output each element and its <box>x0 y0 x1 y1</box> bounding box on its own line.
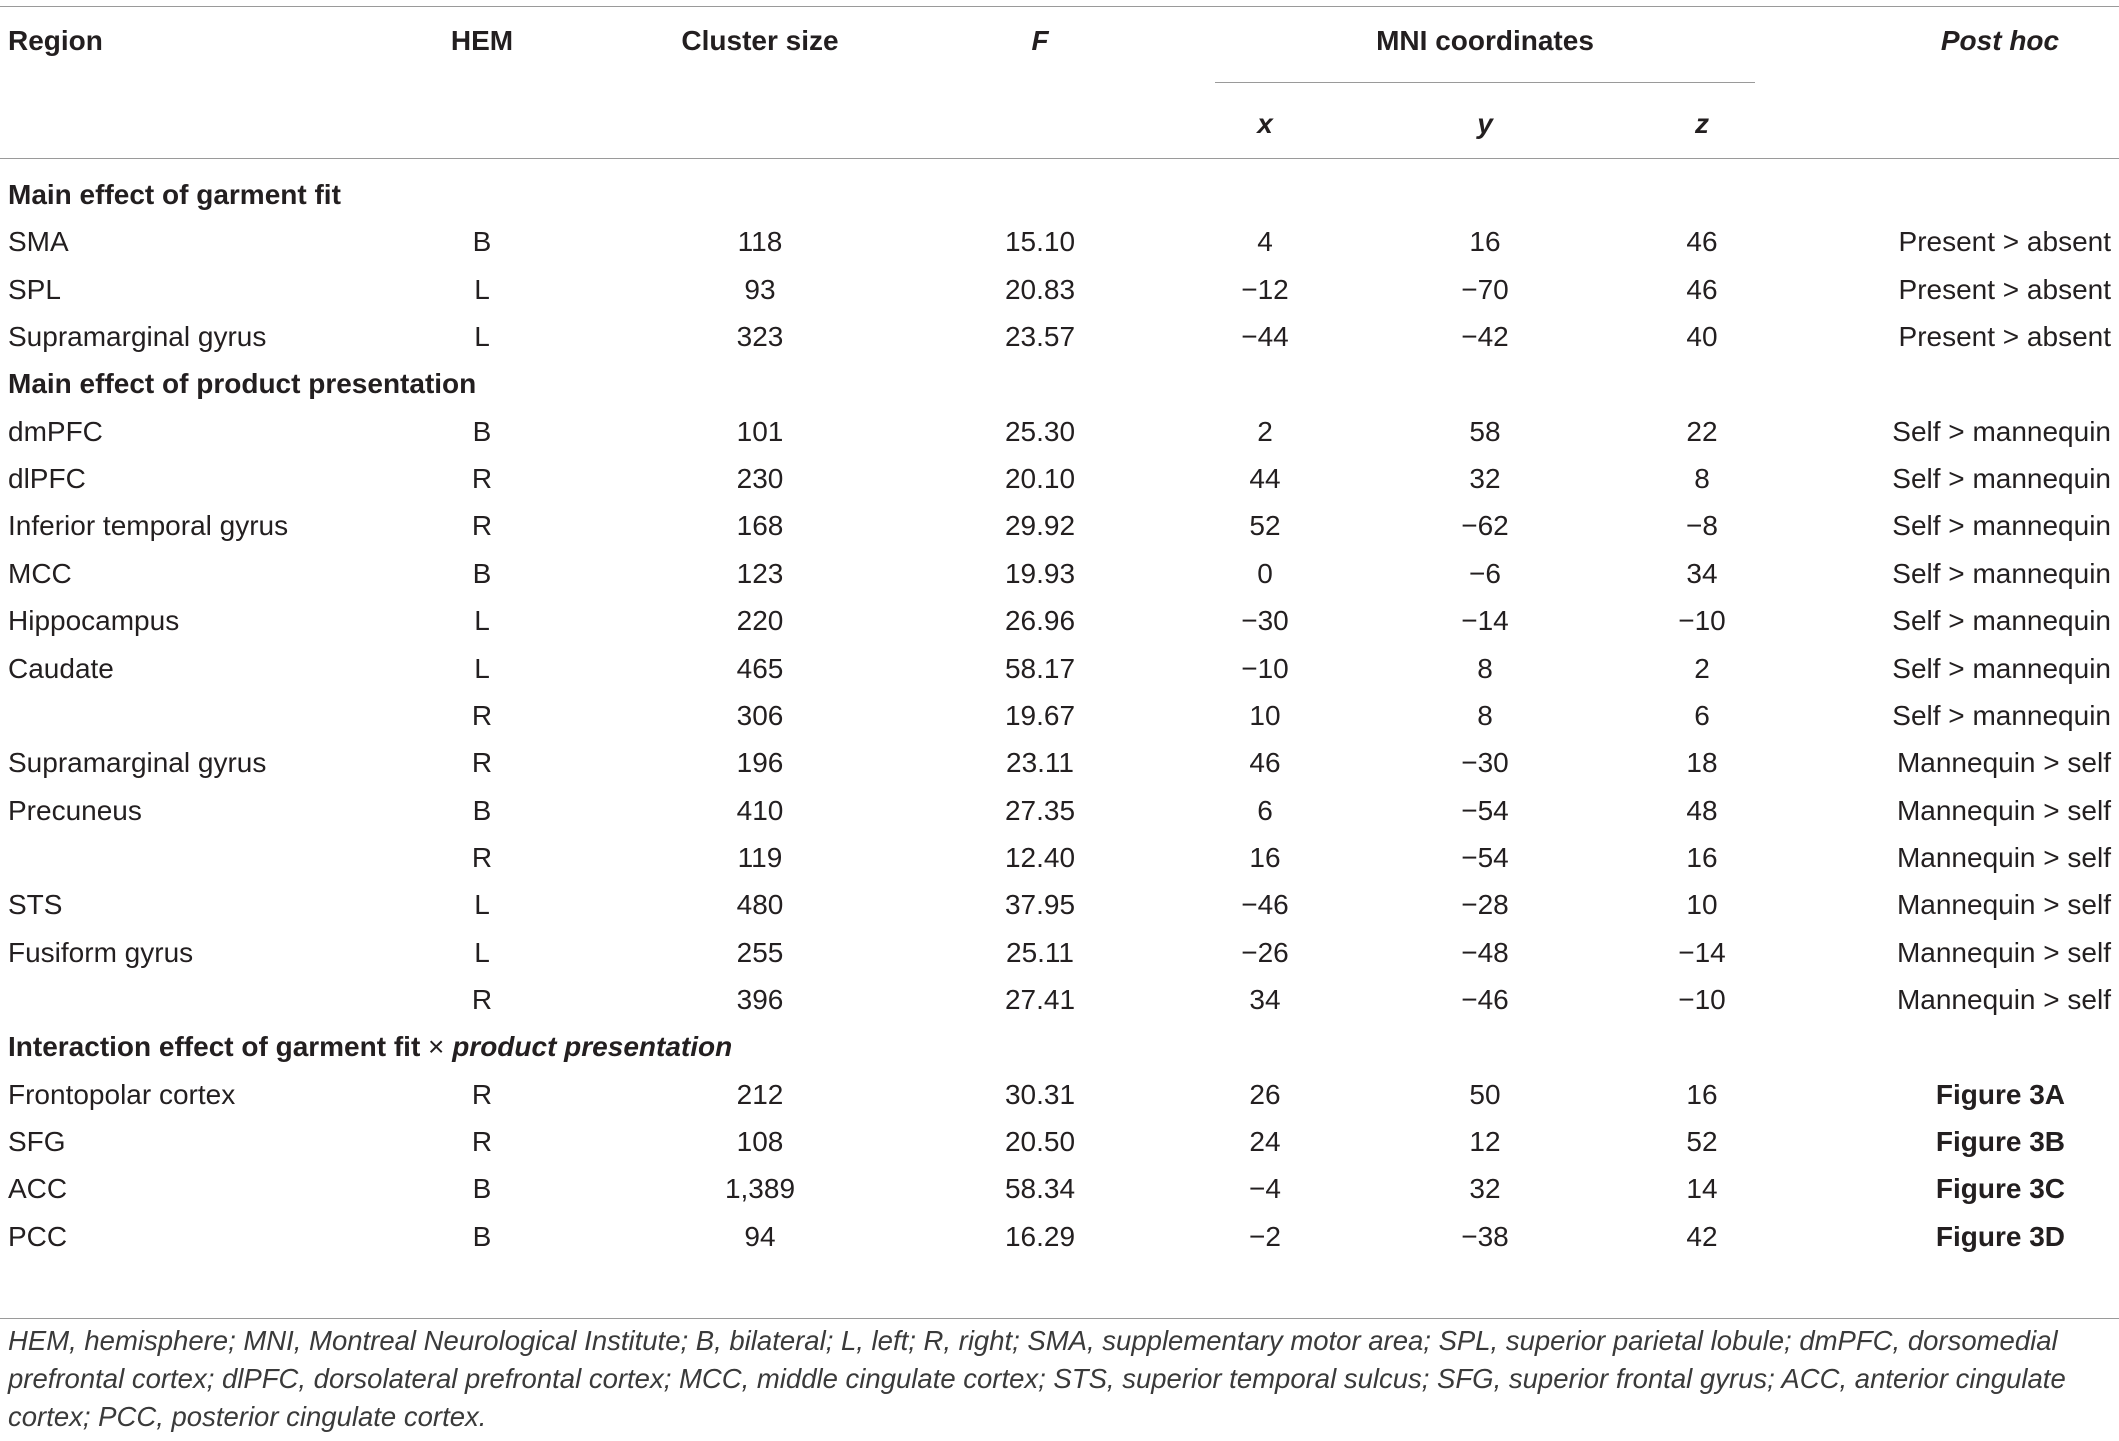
cell-hem: R <box>471 463 493 495</box>
cell-y: 8 <box>1477 652 1493 684</box>
cell-z: 14 <box>1686 1173 1718 1205</box>
cell-y: −42 <box>1461 321 1509 353</box>
cell-x: 4 <box>1257 226 1273 258</box>
cell-cluster-size: 101 <box>736 415 784 447</box>
cell-y: 8 <box>1477 699 1493 731</box>
section-title-times: × <box>420 1031 453 1063</box>
header-region: Region <box>8 25 103 56</box>
cell-x: 44 <box>1249 463 1281 495</box>
table-bottom-rule <box>0 1318 2119 1319</box>
cell-region: ACC <box>8 1173 68 1205</box>
cell-z: 6 <box>1694 699 1710 731</box>
cell-cluster-size: 123 <box>736 557 784 589</box>
cell-x: 16 <box>1249 841 1281 873</box>
cell-x: −46 <box>1241 889 1289 921</box>
cell-y: −14 <box>1461 605 1509 637</box>
cell-f: 19.93 <box>1004 557 1076 589</box>
cell-region: dmPFC <box>8 415 103 447</box>
cell-cluster-size: 168 <box>736 510 784 542</box>
cell-region: Inferior temporal gyrus <box>8 510 289 542</box>
cell-f: 26.96 <box>1004 605 1076 637</box>
cell-f: 20.10 <box>1004 463 1076 495</box>
cell-cluster-size: 396 <box>736 983 784 1015</box>
cell-hem: R <box>471 983 493 1015</box>
cell-z: −14 <box>1678 936 1726 968</box>
cell-y: 58 <box>1469 415 1501 447</box>
cell-hem: B <box>472 794 492 826</box>
header-f: F <box>1031 25 1049 56</box>
header-post-hoc: Post hoc <box>1940 25 2060 56</box>
cell-f: 20.50 <box>1004 1126 1076 1157</box>
cell-hem: B <box>472 226 492 258</box>
header-x: x <box>1257 108 1273 139</box>
cell-f: 27.41 <box>1004 983 1076 1015</box>
cell-hem: R <box>471 1078 493 1110</box>
table-top-rule <box>0 6 2119 7</box>
cell-z: 52 <box>1686 1126 1718 1157</box>
cell-y: −70 <box>1461 273 1509 305</box>
cell-f: 19.67 <box>1004 699 1076 731</box>
cell-z: 22 <box>1686 415 1718 447</box>
cell-x: 26 <box>1249 1078 1281 1110</box>
cell-hem: R <box>471 841 493 873</box>
cell-region: Fusiform gyrus <box>8 936 194 968</box>
cell-x: −10 <box>1241 652 1289 684</box>
cell-post-hoc: Figure 3D <box>1935 1220 2065 1252</box>
header-bottom-rule <box>0 158 2119 159</box>
cell-region: Frontopolar cortex <box>8 1078 236 1110</box>
section-title-italic: product presentation <box>452 1031 733 1063</box>
cell-y: 32 <box>1469 463 1501 495</box>
cell-post-hoc: Present > absent <box>1898 321 2111 353</box>
cell-hem: R <box>471 747 493 779</box>
cell-cluster-size: 465 <box>736 652 784 684</box>
cell-cluster-size: 119 <box>737 841 783 873</box>
mni-subheader-rule <box>1215 82 1755 83</box>
cell-x: 46 <box>1249 747 1281 779</box>
section-title <box>8 1030 732 1064</box>
cell-cluster-size: 94 <box>744 1220 776 1252</box>
cell-region: PCC <box>8 1220 68 1252</box>
cell-f: 23.11 <box>1006 747 1074 779</box>
cell-y: −48 <box>1461 936 1509 968</box>
cell-region: MCC <box>8 557 72 589</box>
cell-post-hoc: Figure 3A <box>1935 1078 2065 1110</box>
cell-z: −8 <box>1686 510 1718 542</box>
cell-cluster-size: 410 <box>736 794 784 826</box>
cell-y: 32 <box>1469 1173 1501 1205</box>
cell-f: 23.57 <box>1004 321 1076 353</box>
cell-y: −46 <box>1461 983 1509 1015</box>
cell-hem: L <box>474 605 490 637</box>
cell-x: 34 <box>1249 983 1281 1015</box>
cell-f: 25.11 <box>1006 936 1074 968</box>
cell-f: 25.30 <box>1004 415 1076 447</box>
cell-hem: R <box>471 1126 493 1157</box>
cell-post-hoc: Mannequin > self <box>1896 936 2111 968</box>
cell-hem: B <box>472 1173 492 1205</box>
cell-z: 46 <box>1686 273 1718 305</box>
cell-z: 46 <box>1686 226 1718 258</box>
cell-z: 34 <box>1686 557 1718 589</box>
cell-cluster-size: 1,389 <box>724 1173 796 1205</box>
cell-region: Precuneus <box>8 794 142 826</box>
cell-z: 10 <box>1686 889 1718 921</box>
cell-hem: B <box>472 415 492 447</box>
cell-post-hoc: Self > mannequin <box>1892 652 2111 684</box>
table-footnote: HEM, hemisphere; MNI, Montreal Neurological Institute; B, bilateral; L, left; R, right; SMA, supplementary motor area; SPL, superior parietal lobule; dmPFC, dorsomedial prefrontal cortex; dlPFC, dorsolateral prefrontal cortex; MCC, middle cingulate cortex; STS, superior temporal sulcus; SFG, superior frontal gyrus; ACC, anterior cingulate cortex; PCC, posterior cingulate cortex. <box>8 1325 2066 1432</box>
cell-hem: L <box>474 273 490 305</box>
cell-region: SPL <box>8 273 61 305</box>
cell-region: SFG <box>8 1126 66 1157</box>
cell-region: Caudate <box>8 652 114 684</box>
header-mni-coordinates: MNI coordinates <box>1376 25 1594 56</box>
cell-hem: L <box>474 652 490 684</box>
cell-z: 40 <box>1686 321 1718 353</box>
cell-cluster-size: 93 <box>744 273 776 305</box>
cell-y: 12 <box>1469 1126 1501 1157</box>
cell-y: −62 <box>1461 510 1509 542</box>
cell-f: 20.83 <box>1004 273 1076 305</box>
cell-post-hoc: Figure 3B <box>1935 1126 2065 1157</box>
cell-x: −4 <box>1249 1173 1281 1205</box>
cell-hem: B <box>472 1220 492 1252</box>
cell-x: −44 <box>1241 321 1289 353</box>
cell-z: 8 <box>1694 463 1710 495</box>
cell-post-hoc: Self > mannequin <box>1892 415 2111 447</box>
header-y: y <box>1477 108 1493 139</box>
cell-x: 24 <box>1249 1126 1281 1157</box>
cell-post-hoc: Mannequin > self <box>1896 747 2111 779</box>
cell-f: 16.29 <box>1004 1220 1076 1252</box>
cell-z: 16 <box>1686 841 1718 873</box>
cell-cluster-size: 196 <box>736 747 784 779</box>
cell-y: −28 <box>1461 889 1509 921</box>
cell-y: 16 <box>1469 226 1501 258</box>
cell-f: 58.34 <box>1004 1173 1076 1205</box>
cell-hem: R <box>471 510 493 542</box>
cell-post-hoc: Mannequin > self <box>1896 983 2111 1015</box>
cell-y: −6 <box>1469 557 1501 589</box>
cell-f: 27.35 <box>1004 794 1076 826</box>
cell-post-hoc: Mannequin > self <box>1896 841 2111 873</box>
cell-x: −26 <box>1241 936 1289 968</box>
cell-post-hoc: Self > mannequin <box>1892 699 2111 731</box>
cell-x: 6 <box>1257 794 1273 826</box>
cell-region: Hippocampus <box>8 605 180 637</box>
section-title: Main effect of product presentation <box>8 368 477 400</box>
cell-f: 29.92 <box>1004 510 1076 542</box>
cell-cluster-size: 212 <box>736 1078 784 1110</box>
cell-cluster-size: 108 <box>736 1126 784 1157</box>
cell-cluster-size: 323 <box>736 321 784 353</box>
cell-z: 48 <box>1686 794 1718 826</box>
cell-y: 50 <box>1469 1078 1501 1110</box>
header-cluster-size: Cluster size <box>681 25 839 56</box>
section-title: Main effect of garment fit <box>8 179 341 210</box>
cell-hem: R <box>471 699 493 731</box>
cell-x: 2 <box>1257 415 1273 447</box>
cell-cluster-size: 306 <box>736 699 784 731</box>
cell-hem: L <box>474 321 490 353</box>
cell-y: −38 <box>1461 1220 1509 1252</box>
cell-region: dlPFC <box>8 463 86 495</box>
cell-z: 2 <box>1694 652 1710 684</box>
cell-y: −30 <box>1461 747 1509 779</box>
cell-z: 18 <box>1686 747 1718 779</box>
cell-cluster-size: 118 <box>737 226 783 258</box>
cell-x: −30 <box>1241 605 1289 637</box>
cell-z: −10 <box>1678 983 1726 1015</box>
cell-post-hoc: Self > mannequin <box>1892 605 2111 637</box>
cell-z: 16 <box>1686 1078 1718 1110</box>
cell-cluster-size: 480 <box>736 889 784 921</box>
cell-post-hoc: Present > absent <box>1898 273 2111 305</box>
cell-f: 37.95 <box>1004 889 1076 921</box>
cell-z: 42 <box>1686 1220 1718 1252</box>
cell-hem: L <box>474 936 490 968</box>
cell-z: −10 <box>1678 605 1726 637</box>
cell-cluster-size: 255 <box>736 936 784 968</box>
cell-y: −54 <box>1461 794 1509 826</box>
cell-cluster-size: 230 <box>736 463 784 495</box>
cell-post-hoc: Figure 3C <box>1935 1173 2065 1205</box>
cell-f: 15.10 <box>1004 226 1076 258</box>
cell-x: 0 <box>1257 557 1273 589</box>
cell-x: −2 <box>1249 1220 1281 1252</box>
cell-post-hoc: Present > absent <box>1898 226 2111 258</box>
header-hem: HEM <box>450 25 514 56</box>
cell-post-hoc: Self > mannequin <box>1892 510 2111 542</box>
cell-post-hoc: Mannequin > self <box>1896 889 2111 921</box>
cell-region: Supramarginal gyrus <box>8 747 267 779</box>
cell-f: 58.17 <box>1004 652 1076 684</box>
cell-post-hoc: Mannequin > self <box>1896 794 2111 826</box>
cell-hem: L <box>474 889 490 921</box>
cell-f: 12.40 <box>1004 841 1076 873</box>
cell-x: −12 <box>1241 273 1289 305</box>
cell-x: 52 <box>1249 510 1281 542</box>
cell-y: −54 <box>1461 841 1509 873</box>
cell-cluster-size: 220 <box>736 605 784 637</box>
cell-region: STS <box>8 889 63 921</box>
section-title-bold: Interaction effect of garment fit <box>8 1031 421 1063</box>
cell-region: Supramarginal gyrus <box>8 321 267 353</box>
cell-x: 10 <box>1249 699 1281 731</box>
cell-post-hoc: Self > mannequin <box>1892 557 2111 589</box>
cell-hem: B <box>472 557 492 589</box>
cell-f: 30.31 <box>1004 1078 1076 1110</box>
header-z: z <box>1695 108 1709 139</box>
cell-region: SMA <box>8 226 69 258</box>
cell-post-hoc: Self > mannequin <box>1892 463 2111 495</box>
